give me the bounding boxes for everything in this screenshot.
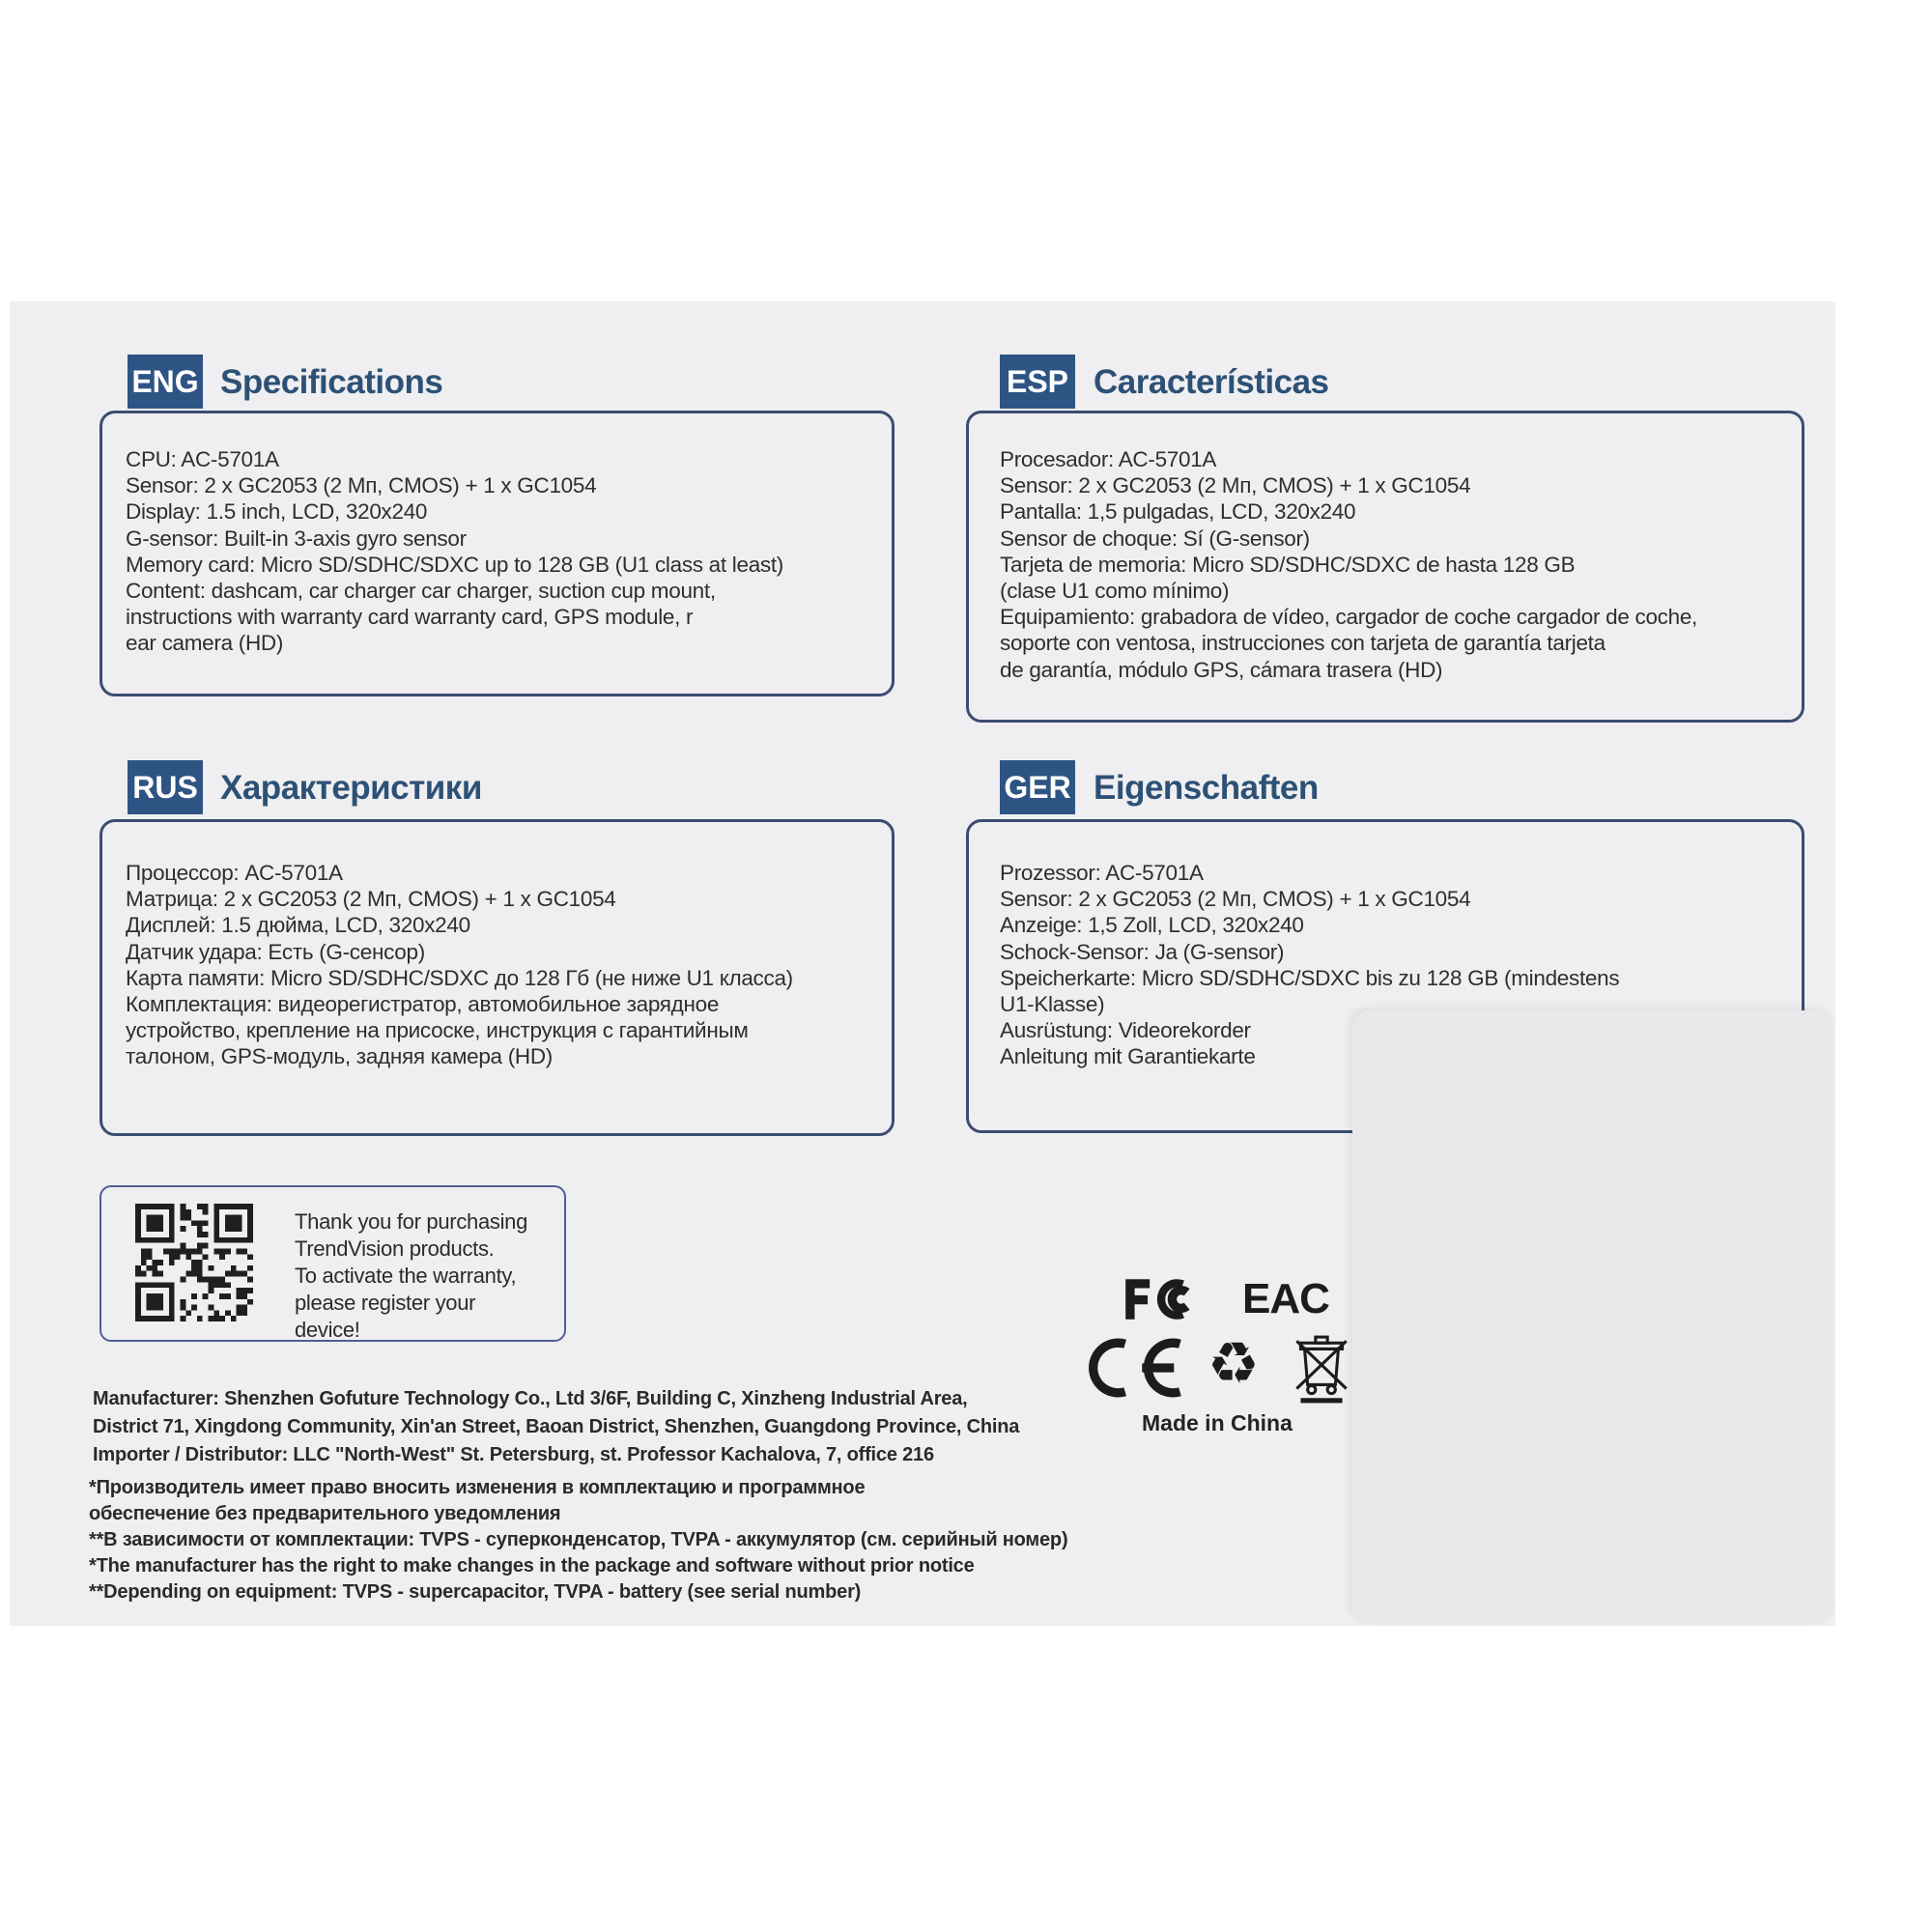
footnote-line: *Производитель имеет право вносить изменения в комплектацию и программное xyxy=(89,1477,866,1498)
fcc-icon xyxy=(1121,1275,1221,1323)
spec-line: Процессор: AC-5701A xyxy=(126,861,343,885)
section-rus-tag: RUS xyxy=(128,760,203,814)
section-eng-title: Specifications xyxy=(220,363,443,401)
ce-icon xyxy=(1080,1337,1188,1399)
spec-line: Дисплей: 1.5 дюйма, LCD, 320x240 xyxy=(126,913,470,938)
spec-line: талоном, GPS-модуль, задняя камера (HD) xyxy=(126,1044,554,1069)
spec-line: Anzeige: 1,5 Zoll, LCD, 320x240 xyxy=(1000,913,1304,938)
spec-line: Speicherkarte: Micro SD/SDHC/SDXC bis zu 128 GB (mindestens xyxy=(1000,965,1620,990)
footnotes xyxy=(89,1475,1067,1605)
weee-bin-icon xyxy=(1294,1333,1349,1406)
manufacturer-info xyxy=(93,1385,1019,1469)
eac-icon: EAC xyxy=(1242,1275,1329,1322)
warranty-line: To activate the warranty, xyxy=(295,1264,517,1288)
spec-line: G-sensor: Built-in 3-axis gyro sensor xyxy=(126,526,467,551)
section-eng-tag: ENG xyxy=(128,355,203,409)
spec-line: Карта памяти: Micro SD/SDHC/SDXC до 128 Гб (не ниже U1 класса) xyxy=(126,965,793,990)
spec-line: U1-Klasse) xyxy=(1000,992,1105,1017)
section-rus-text xyxy=(126,860,793,1070)
spec-line: Комплектация: видеорегистратор, автомобильное зарядное xyxy=(126,992,720,1017)
spec-line: Sensor de choque: Sí (G-sensor) xyxy=(1000,526,1310,551)
warranty-text xyxy=(295,1208,527,1344)
section-esp-text xyxy=(1000,446,1697,683)
spec-line: Tarjeta de memoria: Micro SD/SDHC/SDXC de hasta 128 GB xyxy=(1000,552,1576,577)
spec-line: Equipamiento: grabadora de vídeo, cargador de coche cargador de coche, xyxy=(1000,605,1697,630)
spec-line: Schock-Sensor: Ja (G-sensor) xyxy=(1000,939,1285,964)
spec-line: Display: 1.5 inch, LCD, 320x240 xyxy=(126,499,428,525)
footnote-line: обеспечение без предварительного уведомления xyxy=(89,1503,561,1524)
footnote-line: **Depending on equipment: TVPS - supercapacitor, TVPA - battery (see serial number) xyxy=(89,1581,862,1603)
manufacturer-line: Manufacturer: Shenzhen Gofuture Technology Co., Ltd 3/6F, Building C, Xinzheng Industrial Area, xyxy=(93,1388,968,1409)
warranty-qr-panel xyxy=(99,1185,566,1342)
section-rus-title: Характеристики xyxy=(220,769,482,807)
footnote-line: *The manufacturer has the right to make changes in the package and software without prior notice xyxy=(89,1555,975,1577)
manufacturer-line: Importer / Distributor: LLC "North-West" St. Petersburg, st. Professor Kachalova, 7, office 216 xyxy=(93,1444,934,1465)
spec-line: Content: dashcam, car charger car charger, suction cup mount, xyxy=(126,579,716,604)
recycling-icon: ♻ xyxy=(1208,1330,1260,1398)
spec-line: Memory card: Micro SD/SDHC/SDXC up to 128 GB (U1 class at least) xyxy=(126,552,784,577)
qr-code xyxy=(135,1204,253,1321)
spec-line: Sensor: 2 x GC2053 (2 Мп, CMOS) + 1 x GC1054 xyxy=(1000,473,1471,498)
section-esp-title: Características xyxy=(1094,363,1329,401)
spec-line: instructions with warranty card warranty card, GPS module, r xyxy=(126,605,694,630)
spec-line: (clase U1 como mínimo) xyxy=(1000,579,1230,604)
section-ger-tag: GER xyxy=(1000,760,1075,814)
spec-line: Ausrüstung: Videorekorder xyxy=(1000,1018,1251,1043)
spec-line: устройство, крепление на присоске, инструкция с гарантийным xyxy=(126,1018,749,1043)
made-in-china-label: Made in China xyxy=(1142,1410,1293,1435)
spec-line: Procesador: AC-5701A xyxy=(1000,447,1217,471)
section-esp-tag: ESP xyxy=(1000,355,1075,409)
warranty-line: device! xyxy=(295,1318,360,1342)
spec-line: Матрица: 2 x GC2053 (2 Мп, CMOS) + 1 x GC1054 xyxy=(126,887,616,912)
spec-line: Sensor: 2 x GC2053 (2 Мп, CMOS) + 1 x GC1054 xyxy=(126,473,597,498)
warranty-line: TrendVision products. xyxy=(295,1236,495,1261)
footnote-line: **В зависимости от комплектации: TVPS - суперконденсатор, TVPA - аккумулятор (см. серийный номер) xyxy=(89,1529,1068,1550)
section-eng-text xyxy=(126,446,783,657)
spec-line: Anleitung mit Garantiekarte xyxy=(1000,1044,1256,1069)
spec-line: de garantía, módulo GPS, cámara trasera (HD) xyxy=(1000,657,1443,682)
spec-line: ear camera (HD) xyxy=(126,631,284,656)
packaging-box xyxy=(10,301,1835,1626)
spec-line: Sensor: 2 x GC2053 (2 Мп, CMOS) + 1 x GC1054 xyxy=(1000,887,1471,912)
manufacturer-line: District 71, Xingdong Community, Xin'an Street, Baoan District, Shenzhen, Guangdong Province, China xyxy=(93,1416,1020,1437)
spec-line: soporte con ventosa, instrucciones con tarjeta de garantía tarjeta xyxy=(1000,631,1605,656)
spec-line: Pantalla: 1,5 pulgadas, LCD, 320x240 xyxy=(1000,499,1356,525)
spec-line: Prozessor: AC-5701A xyxy=(1000,861,1204,885)
warranty-line: please register your xyxy=(295,1291,476,1315)
spec-line: Датчик удара: Есть (G-сенсор) xyxy=(126,939,425,964)
white-card-overlay xyxy=(1352,1010,1833,1625)
spec-line: CPU: AC-5701A xyxy=(126,447,279,471)
warranty-line: Thank you for purchasing xyxy=(295,1209,528,1234)
section-ger-title: Eigenschaften xyxy=(1094,769,1319,807)
